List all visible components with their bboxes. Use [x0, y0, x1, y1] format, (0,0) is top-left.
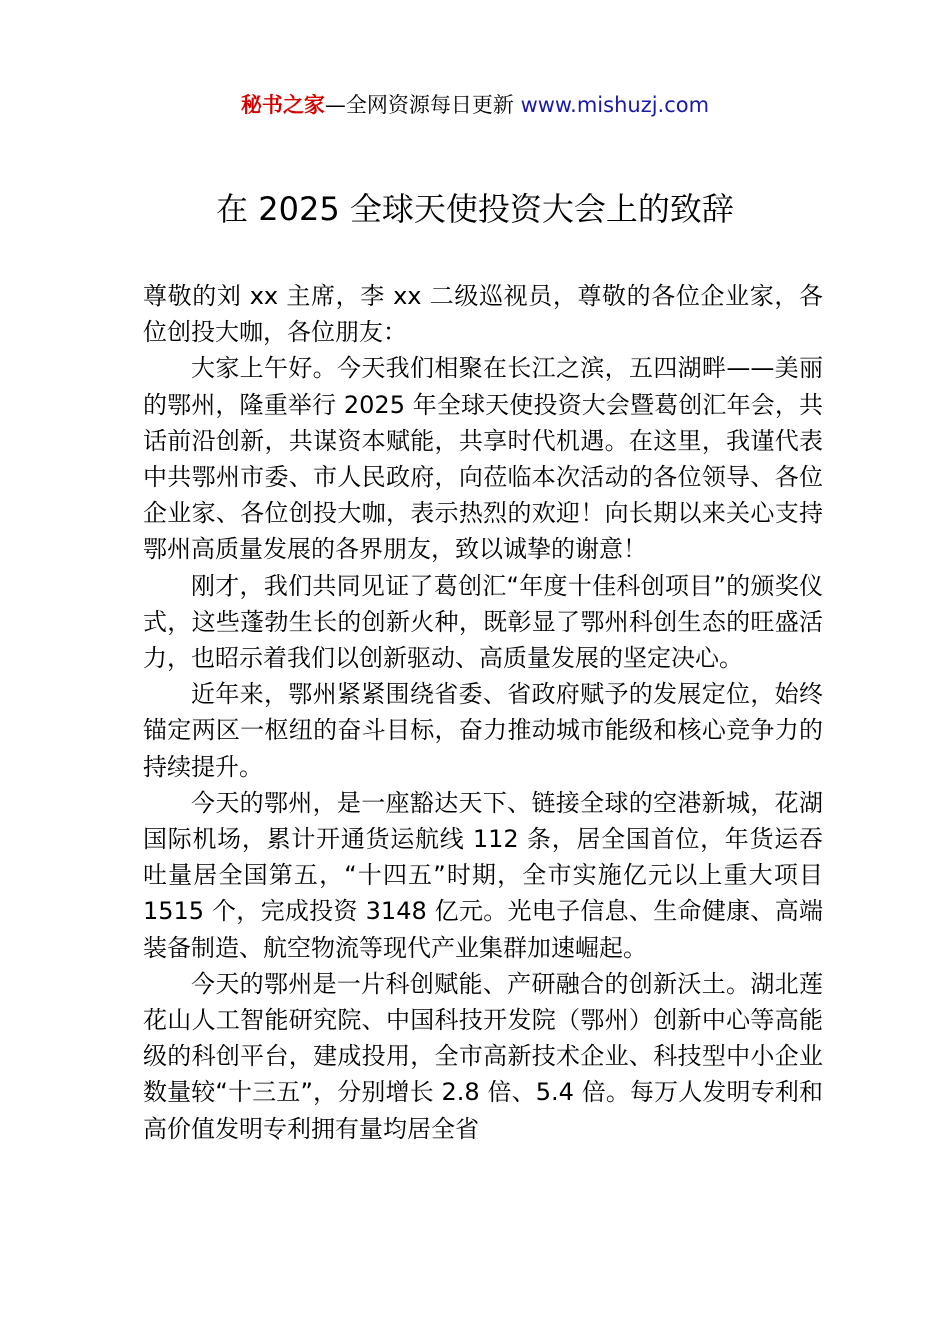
paragraph: 大家上午好。今天我们相聚在长江之滨，五四湖畔——美丽的鄂州，隆重举行 2025 年全球天使投资大会暨葛创汇年会，共话前沿创新，共谋资本赋能，共享时代机遇。在这里，我谨代表中共鄂州市委、市人民政府，向莅临本次活动的各位领导、各位企业家、各位创投大咖，表示热烈的欢迎！向长期以来关心支持鄂州高质量发展的各界朋友，致以诚挚的谢意！	[143, 354, 823, 564]
paragraph: 今天的鄂州，是一座豁达天下、链接全球的空港新城，花湖国际机场，累计开通货运航线 112 条，居全国首位，年货运吞吐量居全国第五，“十四五”时期，全市实施亿元以上重大项目 1515 个，完成投资 3148 亿元。光电子信息、生命健康、高端装备制造、航空物流等现代产业集群加速崛起。	[143, 788, 823, 962]
site-header	[0, 88, 950, 122]
document-body	[143, 278, 823, 1147]
document-title: 在 2025 全球天使投资大会上的致辞	[216, 190, 734, 228]
site-tagline: —全网资源每日更新	[324, 93, 521, 117]
paragraph: 近年来，鄂州紧紧围绕省委、省政府赋予的发展定位，始终锚定两区一枢纽的奋斗目标，奋力推动城市能级和核心竞争力的持续提升。	[143, 680, 823, 781]
paragraph: 刚才，我们共同见证了葛创汇“年度十佳科创项目”的颁奖仪式，这些蓬勃生长的创新火种，既彰显了鄂州科创生态的旺盛活力，也昭示着我们以创新驱动、高质量发展的坚定决心。	[143, 571, 823, 673]
paragraph: 今天的鄂州是一片科创赋能、产研融合的创新沃土。湖北莲花山人工智能研究院、中国科技开发院（鄂州）创新中心等高能级的科创平台，建成投用，全市高新技术企业、科技型中小企业数量较“十三五”，分别增长 2.8 倍、5.4 倍。每万人发明专利和高价值发明专利拥有量均居全省	[143, 969, 823, 1143]
site-url-link[interactable]: www.mishuzj.com	[520, 93, 710, 117]
site-brand: 秘书之家	[240, 93, 325, 117]
salutation: 尊敬的刘 xx 主席，李 xx 二级巡视员，尊敬的各位企业家，各位创投大咖，各位朋友：	[143, 282, 823, 347]
